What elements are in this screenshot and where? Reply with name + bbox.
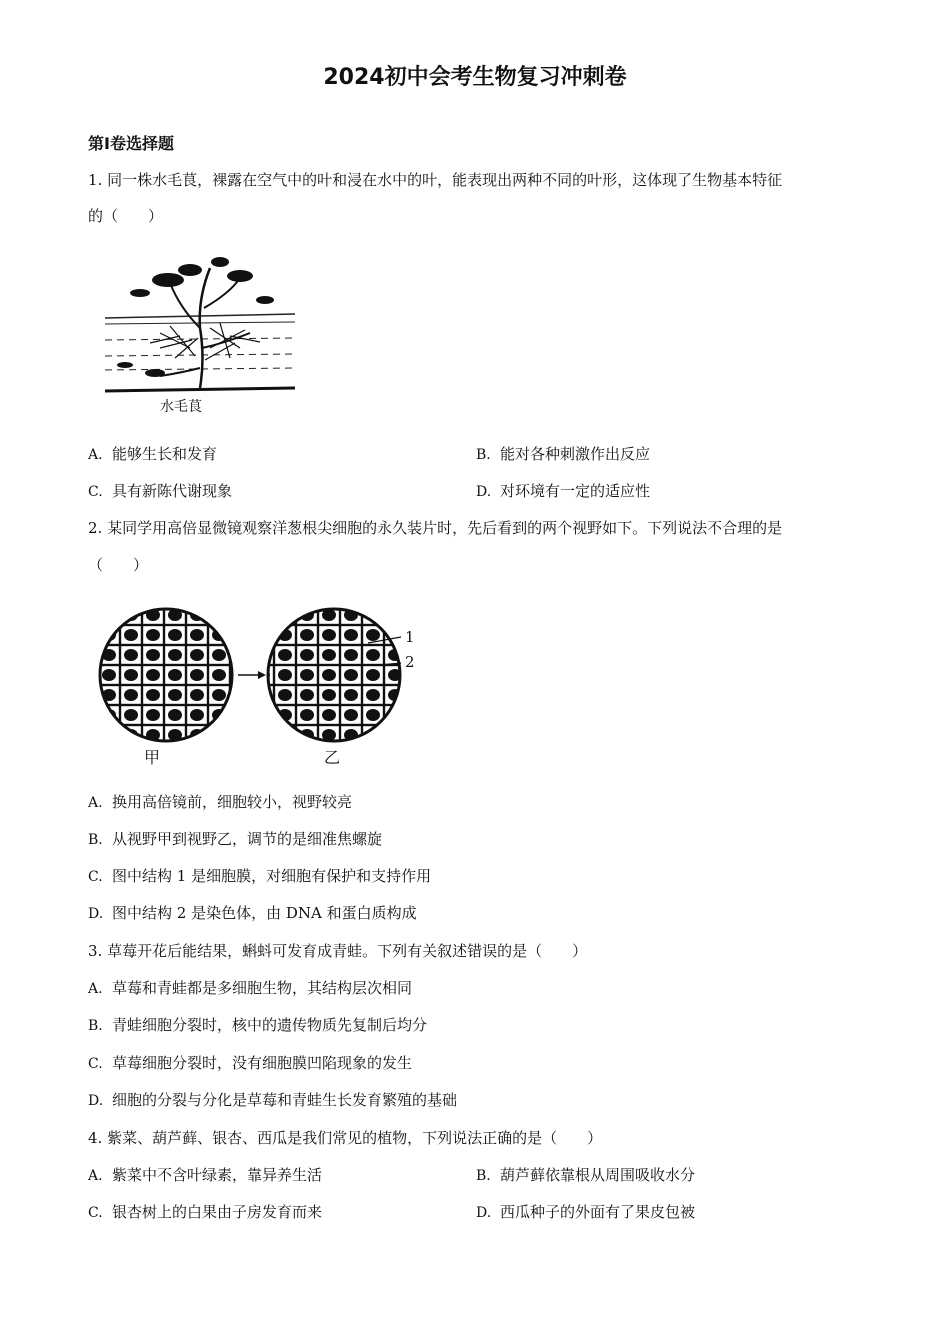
option-label: B. <box>88 1018 103 1034</box>
question-2-stem-line1: 2. 某同学用高倍显微镜观察洋葱根尖细胞的永久装片时，先后看到的两个视野如下。下列说法不合理的是 <box>88 519 783 537</box>
field-label-jia: 甲 <box>144 748 161 767</box>
question-3-option-b <box>88 1015 427 1036</box>
option-text: 细胞的分裂与分化是草莓和青蛙生长发育繁殖的基础 <box>112 1091 458 1109</box>
water-buttercup-figure <box>100 248 300 418</box>
option-text: 西瓜种子的外面有了果皮包被 <box>500 1203 696 1221</box>
option-text: 草莓细胞分裂时，没有细胞膜凹陷现象的发生 <box>112 1054 413 1072</box>
figure-1-caption: 水毛茛 <box>160 399 202 415</box>
question-2-option-a <box>88 792 352 813</box>
question-3-option-a <box>88 978 412 999</box>
option-label: C. <box>88 484 103 500</box>
option-text: 能对各种刺激作出反应 <box>500 445 651 463</box>
question-3-option-d <box>88 1090 457 1111</box>
question-2-option-d <box>88 903 417 924</box>
question-2-option-b <box>88 829 382 850</box>
question-4-option-d <box>476 1202 695 1223</box>
question-4-option-b <box>476 1165 695 1186</box>
option-text: 草莓和青蛙都是多细胞生物，其结构层次相同 <box>112 979 413 997</box>
option-text: 具有新陈代谢现象 <box>112 482 233 500</box>
section-heading: 第Ⅰ卷选择题 <box>88 134 174 153</box>
option-text: 图中结构 2 是染色体，由 DNA 和蛋白质构成 <box>112 904 417 922</box>
option-text: 能够生长和发育 <box>112 445 218 463</box>
question-1-stem-line2: 的（ ） <box>88 207 164 225</box>
option-text: 换用高倍镜前，细胞较小，视野较亮 <box>112 793 353 811</box>
question-1-option-b <box>476 444 650 465</box>
option-label: B. <box>476 447 491 463</box>
option-text: 紫菜中不含叶绿素，靠异养生活 <box>112 1166 323 1184</box>
option-label: C. <box>88 1056 103 1072</box>
option-label: B. <box>476 1168 491 1184</box>
question-1-option-d <box>476 481 650 502</box>
option-label: A. <box>88 795 103 811</box>
option-text: 图中结构 1 是细胞膜，对细胞有保护和支持作用 <box>112 867 432 885</box>
question-4-stem: 4. 紫菜、葫芦藓、银杏、西瓜是我们常见的植物，下列说法正确的是（ ） <box>88 1129 603 1147</box>
option-label: D. <box>476 484 492 500</box>
water-buttercup-illustration <box>100 248 300 418</box>
question-1-stem-line1: 1. 同一株水毛茛，裸露在空气中的叶和浸在水中的叶，能表现出两种不同的叶形，这体现了生物基本特征 <box>88 171 783 189</box>
option-label: C. <box>88 869 103 885</box>
option-label: C. <box>88 1205 103 1221</box>
option-text: 银杏树上的白果由子房发育而来 <box>112 1203 323 1221</box>
question-4-option-a <box>88 1165 322 1186</box>
question-1-option-c <box>88 481 232 502</box>
option-text: 青蛙细胞分裂时，核中的遗传物质先复制后均分 <box>112 1016 428 1034</box>
option-label: B. <box>88 832 103 848</box>
question-3-option-c <box>88 1053 412 1074</box>
question-3-stem: 3. 草莓开花后能结果，蝌蚪可发育成青蛙。下列有关叙述错误的是（ ） <box>88 942 588 960</box>
marker-2: 2 <box>405 653 415 671</box>
question-2-stem-line2: （ ） <box>88 556 149 574</box>
option-text: 对环境有一定的适应性 <box>500 482 651 500</box>
microscope-fields-figure <box>98 605 428 770</box>
question-1-option-a <box>88 444 217 465</box>
option-text: 从视野甲到视野乙，调节的是细准焦螺旋 <box>112 830 383 848</box>
question-4-option-c <box>88 1202 322 1223</box>
page-title: 2024初中会考生物复习冲刺卷 <box>323 65 627 90</box>
option-text: 葫芦藓依靠根从周围吸收水分 <box>500 1166 696 1184</box>
option-label: D. <box>88 1093 104 1109</box>
option-label: A. <box>88 1168 103 1184</box>
option-label: A. <box>88 981 103 997</box>
question-2-option-c <box>88 866 431 887</box>
marker-1: 1 <box>405 628 415 646</box>
option-label: A. <box>88 447 103 463</box>
option-label: D. <box>88 906 104 922</box>
field-label-yi: 乙 <box>324 748 341 767</box>
option-label: D. <box>476 1205 492 1221</box>
